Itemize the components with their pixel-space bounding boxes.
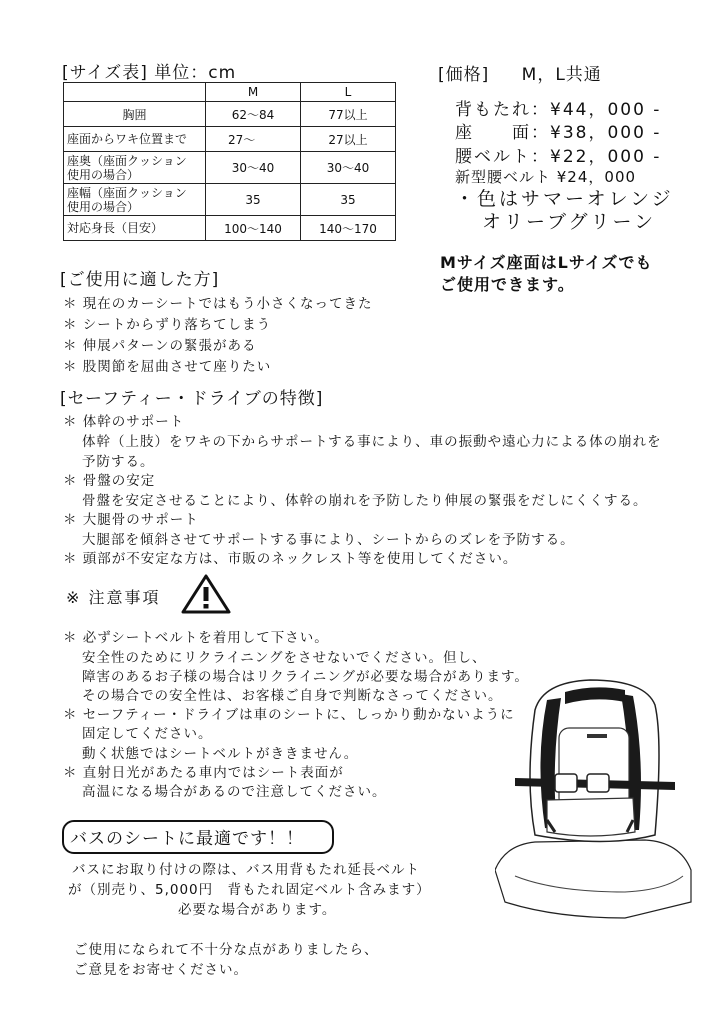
table-row <box>64 127 396 152</box>
m-value: 27〜 <box>206 127 301 152</box>
size-table <box>63 82 396 241</box>
list-item: ＊ 伸展パターンの緊張がある <box>63 338 257 354</box>
feature-line: ＊ 頭部が不安定な方は、市販のネックレスト等を使用してください。 <box>63 551 518 567</box>
feature-line: 予防する。 <box>82 454 155 470</box>
feature-line: 大腿部を傾斜させてサポートする事により、シートからのズレを予防する。 <box>82 532 575 548</box>
m-value: 62〜84 <box>206 102 301 127</box>
caution-line: ＊ 必ずシートベルトを着用して下さい。 <box>63 630 329 646</box>
caution-line: 安全性のためにリクライニングをさせないでください。但し、 <box>82 650 487 666</box>
row-label: 対応身長（目安） <box>64 216 206 241</box>
price-waist-belt: 腰ベルト：¥22，000 - <box>455 147 662 167</box>
bus-line-1: バスにお取り付けの際は、バス用背もたれ延長ベルト <box>72 862 420 878</box>
table-header-cell <box>64 83 206 102</box>
feature-line: ＊ 大腿骨のサポート <box>63 512 199 528</box>
size-note-line-2: ご使用できます。 <box>440 275 575 294</box>
m-value: 100〜140 <box>206 216 301 241</box>
caution-line: ＊ セーフティー・ドライブは車のシートに、しっかり動かないように <box>63 707 515 723</box>
features-heading: [セーフティー・ドライブの特徴] <box>60 389 324 409</box>
row-label: 座幅（座面クッション 使用の場合） <box>64 184 206 216</box>
price-heading-label: [価格] <box>438 65 490 85</box>
color-line-1: ・色はサマーオレンジ <box>455 188 674 210</box>
price-backrest: 背もたれ：¥44，000 - <box>455 100 662 120</box>
footer-line-1: ご使用になられて不十分な点がありましたら、 <box>74 942 379 958</box>
l-value: 140〜170 <box>301 216 396 241</box>
feature-line: ＊ 体幹のサポート <box>63 414 185 430</box>
footer-line-2: ご意見をお寄せください。 <box>74 962 248 978</box>
row-label: 座奥（座面クッション 使用の場合） <box>64 152 206 184</box>
car-seat-illustration <box>495 670 695 920</box>
m-value: 35 <box>206 184 301 216</box>
table-header-cell: L <box>301 83 396 102</box>
table-header-row <box>64 83 396 102</box>
table-header-cell: M <box>206 83 301 102</box>
list-item: ＊ 股関節を屈曲させて座りたい <box>63 359 272 375</box>
feature-line: 骨盤を安定させることにより、体幹の崩れを予防したり伸展の緊張をだしにくくする。 <box>82 493 648 509</box>
price-seat: 座 面：¥38，000 - <box>455 123 662 143</box>
caution-line: 障害のあるお子様の場合はリクライニングが必要な場合があります。 <box>82 669 529 685</box>
l-value: 77以上 <box>301 102 396 127</box>
warning-triangle-icon <box>180 573 232 615</box>
caution-line: その場合での安全性は、お客様ご自身で判断なさってください。 <box>82 688 503 704</box>
table-row <box>64 184 396 216</box>
table-row <box>64 152 396 184</box>
price-common-label: M，L共通 <box>521 65 602 85</box>
bus-heading: バスのシートに最適です！！ <box>62 820 334 854</box>
caution-line: 動く状態ではシートベルトがききません。 <box>82 746 359 762</box>
list-item: ＊ シートからずり落ちてしまう <box>63 317 272 333</box>
caution-line: 固定してください。 <box>82 726 213 742</box>
table-row <box>64 102 396 127</box>
list-item: ＊ 現在のカーシートではもう小さくなってきた <box>63 296 373 312</box>
price-new-belt: 新型腰ベルト ¥24，000 <box>455 168 637 186</box>
suitable-heading: [ご使用に適した方] <box>60 270 220 290</box>
row-label: 胸囲 <box>64 102 206 127</box>
m-value: 30〜40 <box>206 152 301 184</box>
l-value: 35 <box>301 184 396 216</box>
l-value: 30〜40 <box>301 152 396 184</box>
caution-line: ＊ 直射日光があたる車内ではシート表面が <box>63 765 344 781</box>
l-value: 27以上 <box>301 127 396 152</box>
size-note-line-1: Mサイズ座面はLサイズでも <box>440 253 653 272</box>
feature-line: 体幹（上肢）をワキの下からサポートする事により、車の振動や遠心力による体の崩れを <box>82 434 662 450</box>
bus-line-3: 必要な場合があります。 <box>178 902 337 918</box>
row-label: 座面からワキ位置まで <box>64 127 206 152</box>
caution-heading: ※ 注意事項 <box>66 588 161 607</box>
size-table-heading: [サイズ表] 単位：cm <box>62 63 237 83</box>
price-heading <box>438 60 602 85</box>
color-line-2: オリーブグリーン <box>482 211 657 233</box>
table-row <box>64 216 396 241</box>
caution-line: 高温になる場合があるので注意してください。 <box>82 784 387 800</box>
feature-line: ＊ 骨盤の安定 <box>63 473 156 489</box>
bus-line-2: が（別売り、5,000円 背もたれ固定ベルト含みます） <box>68 882 431 898</box>
